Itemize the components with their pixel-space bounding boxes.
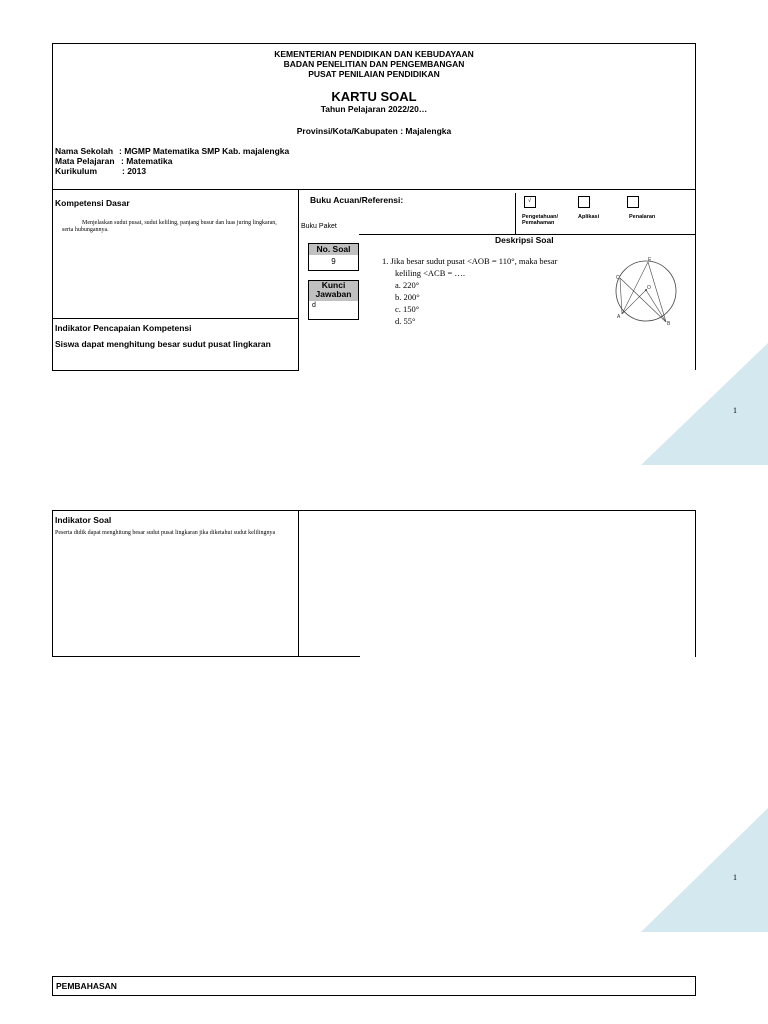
reference-label: Buku Acuan/Referensi: xyxy=(310,195,404,205)
answer-key-box xyxy=(308,280,359,320)
ipk-label: Indikator Pencapaian Kompetensi xyxy=(55,323,192,333)
indikator-soal-text: Peserta didik dapat menghitung besar sudut pusat lingkaran jika diketahui sudut kelilingnya xyxy=(55,530,276,536)
page-number-2: 1 xyxy=(733,873,737,882)
page-number-1: 1 xyxy=(733,406,737,415)
school-label: Nama Sekolah xyxy=(55,146,114,156)
label-b: B xyxy=(667,321,671,327)
circle-diagram xyxy=(612,256,692,328)
agency-line: BADAN PENELITIAN DAN PENGEMBANGAN xyxy=(283,59,465,69)
province-line: Provinsi/Kota/Kabupaten : Majalengka xyxy=(296,126,452,136)
indikator-bottom-border xyxy=(52,656,360,657)
levels-divider xyxy=(515,193,516,235)
left-border xyxy=(52,190,53,371)
indikator-soal-label: Indikator Soal xyxy=(55,515,112,525)
indikator-right-border xyxy=(695,510,696,657)
option-a: a. 220° xyxy=(395,280,420,290)
label-e: E xyxy=(648,257,652,263)
option-b: b. 200° xyxy=(395,292,420,302)
pembahasan-label: PEMBAHASAN xyxy=(56,981,117,991)
kd-text: Menjelaskan sudut pusat, sudut keliling, panjang busur dan luas juring lingkaran, serta hubungannya. xyxy=(62,220,277,233)
level-knowledge-checkbox[interactable] xyxy=(524,196,536,208)
reference-value: Buku Paket xyxy=(301,223,337,230)
corner-triangle-2 xyxy=(641,808,768,932)
kd-label: Kompetensi Dasar xyxy=(55,198,130,208)
level-knowledge-label: Pengetahuan/ Pemahaman xyxy=(522,214,559,226)
curriculum-value: : 2013 xyxy=(122,166,147,176)
curriculum-label: Kurikulum xyxy=(55,166,98,176)
center-line: PUSAT PENILAIAN PENDIDIKAN xyxy=(308,69,440,79)
option-c: c. 150° xyxy=(395,304,420,314)
academic-year: Tahun Pelajaran 2022/20… xyxy=(320,104,428,114)
ipk-text: Siswa dapat menghitung besar sudut pusat lingkaran xyxy=(55,339,271,349)
subject-value: : Matematika xyxy=(121,156,173,166)
header-box xyxy=(52,43,696,190)
subject-label: Mata Pelajaran xyxy=(55,156,115,166)
answer-key-label: Kunci Jawaban xyxy=(309,281,358,301)
indikator-left-border xyxy=(52,510,53,657)
indikator-divider xyxy=(298,510,299,657)
school-value: : MGMP Matematika SMP Kab. majalengka xyxy=(119,146,290,156)
column-divider xyxy=(298,190,299,371)
question-number-box xyxy=(308,243,359,271)
label-a: A xyxy=(617,314,621,320)
level-application-checkbox[interactable] xyxy=(578,196,590,208)
question-line-1: 1. Jika besar sudut pusat <AOB = 110°, maka besar xyxy=(382,256,558,266)
level-reasoning-checkbox[interactable] xyxy=(627,196,639,208)
question-number-value: 9 xyxy=(331,257,336,266)
ministry-line: KEMENTERIAN PENDIDIKAN DAN KEBUDAYAAN xyxy=(274,49,474,59)
corner-triangle-1 xyxy=(641,343,768,465)
desc-label: Deskripsi Soal xyxy=(495,235,554,245)
ipk-top-border xyxy=(52,318,299,319)
option-d: d. 55° xyxy=(395,316,416,326)
question-line-2: keliling <ACB = …. xyxy=(395,268,466,278)
question-number-label: No. Soal xyxy=(309,244,358,255)
label-o: O xyxy=(647,285,651,291)
level-application-label: Aplikasi xyxy=(578,214,600,220)
level-reasoning-label: Penalaran xyxy=(629,214,656,220)
left-bottom-border xyxy=(52,370,299,371)
answer-key-value: d xyxy=(312,302,316,309)
label-c: C xyxy=(616,275,620,281)
card-title: KARTU SOAL xyxy=(331,89,417,104)
check-mark: √ xyxy=(528,198,532,204)
pembahasan-box xyxy=(52,976,696,996)
indikator-top-border xyxy=(52,510,696,511)
